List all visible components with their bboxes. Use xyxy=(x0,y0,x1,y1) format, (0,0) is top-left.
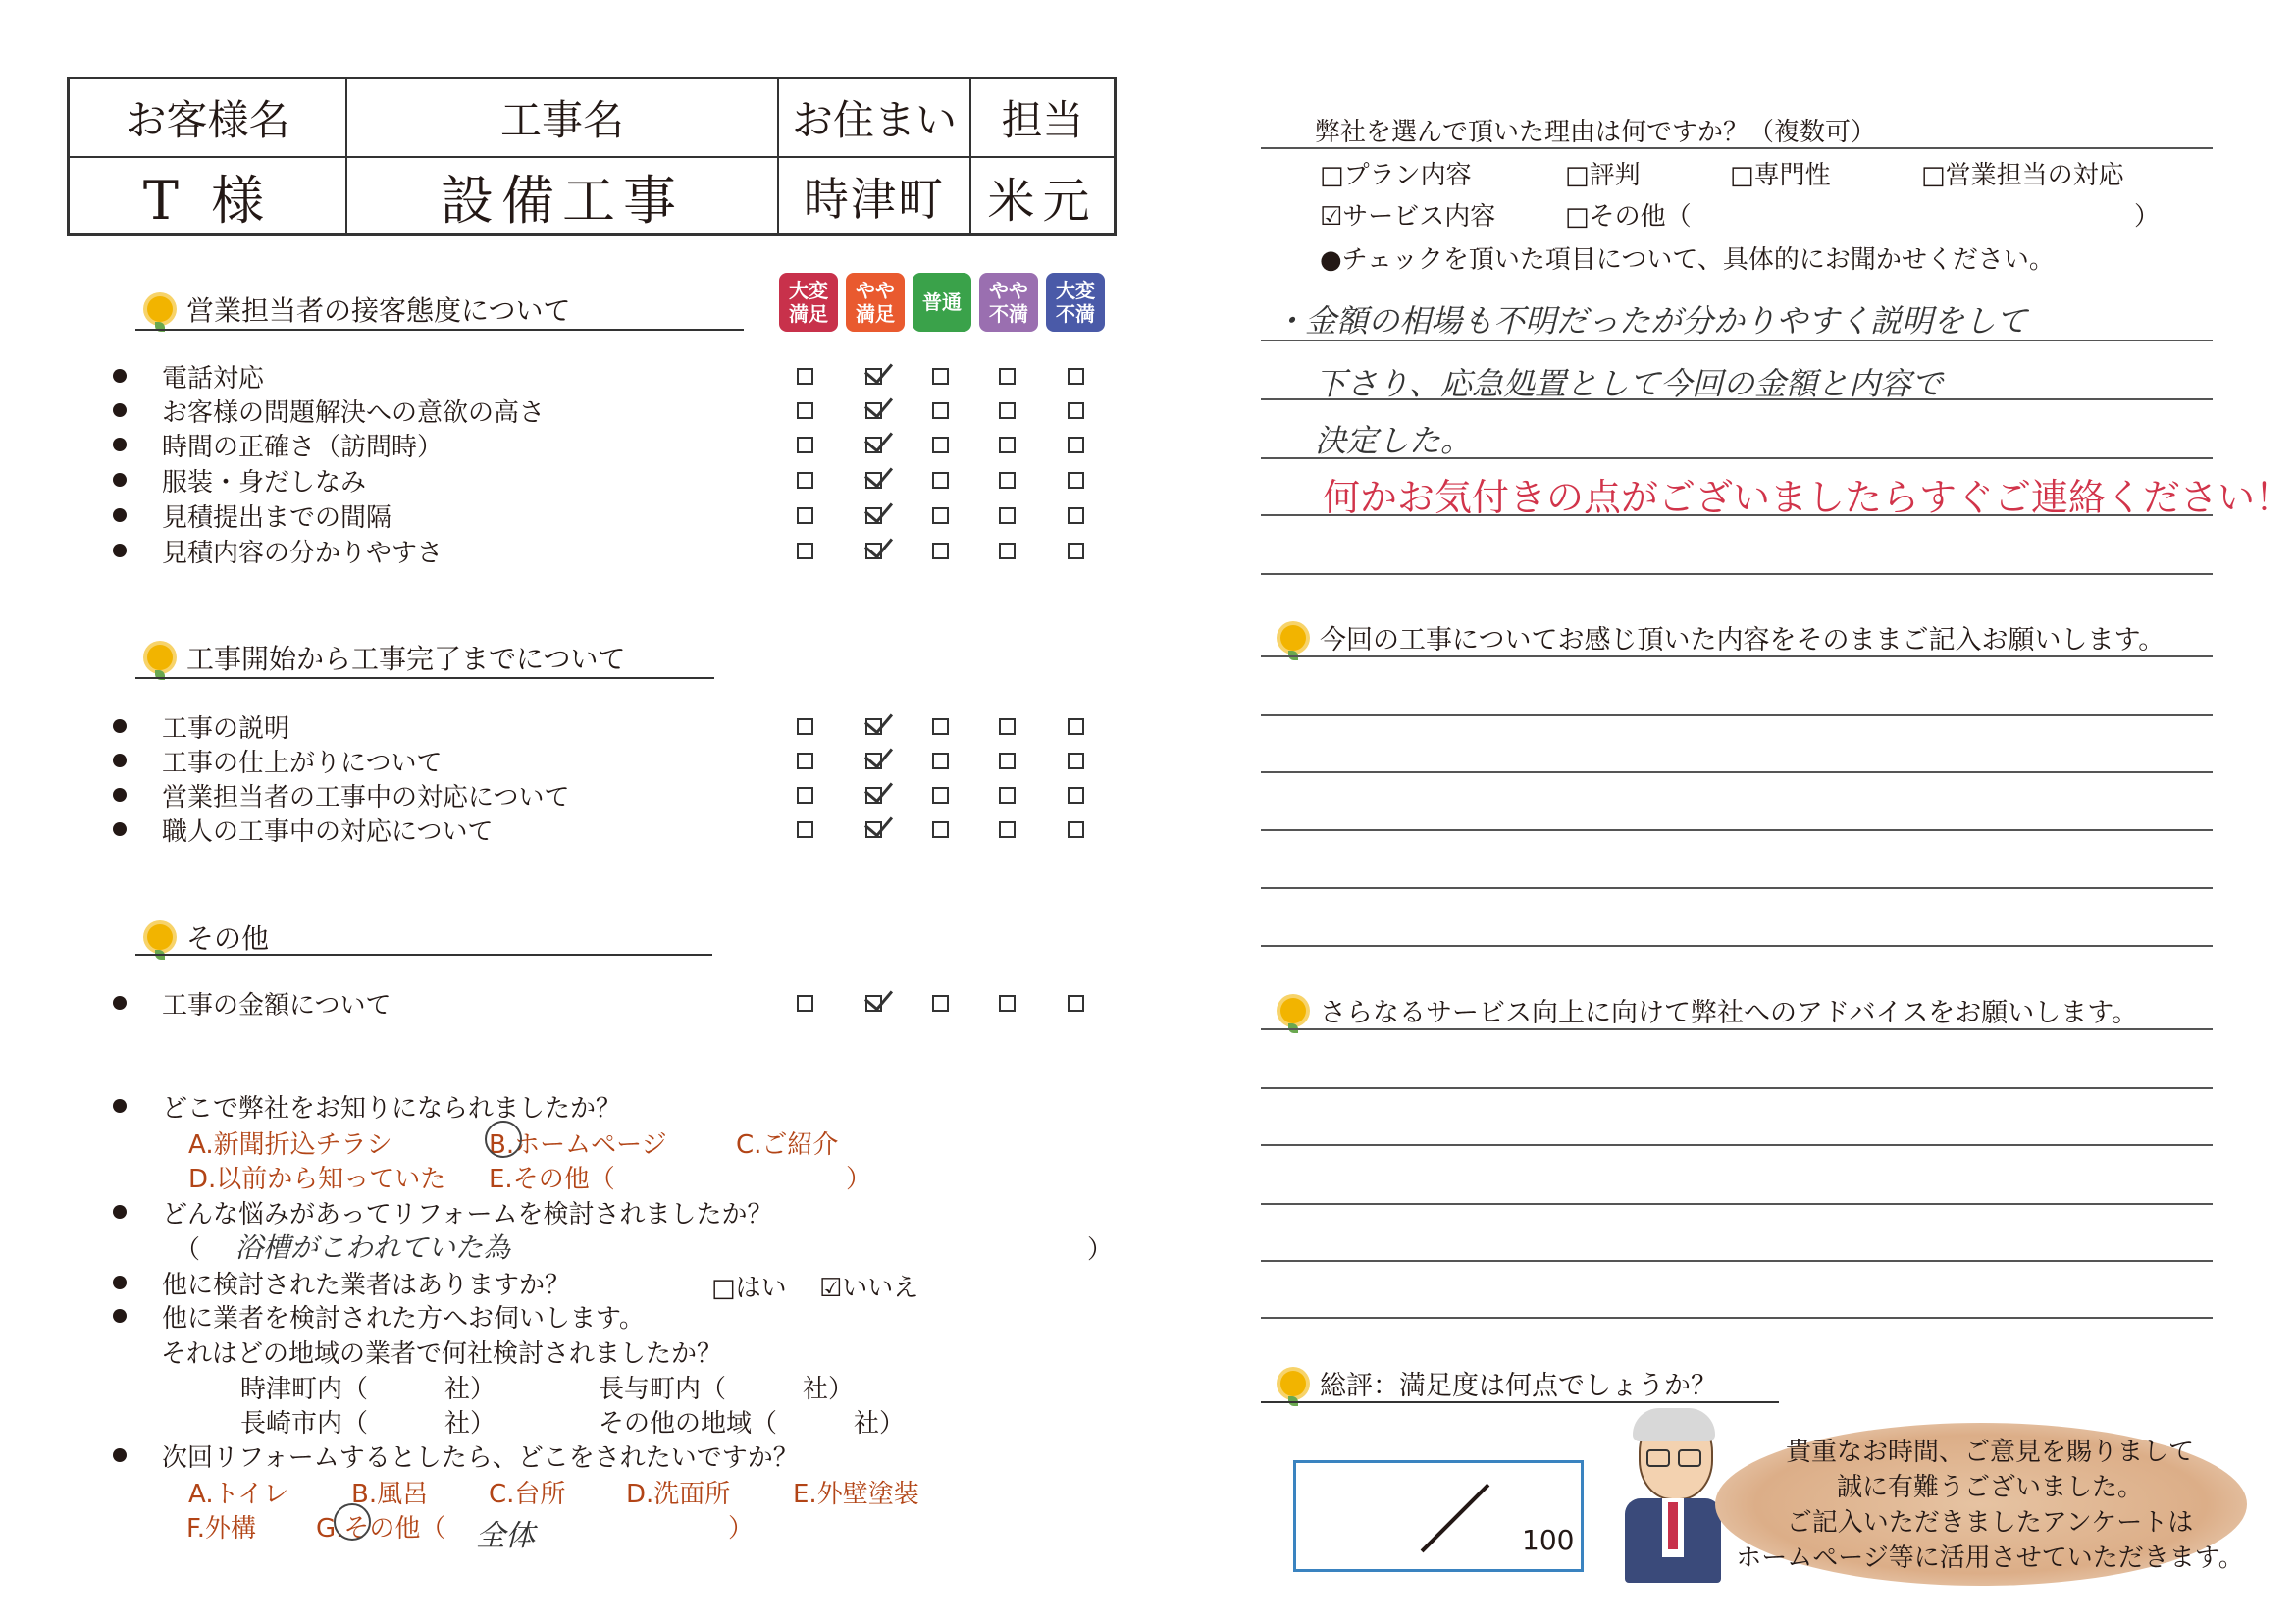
handwritten-line-1: ・金額の相場も不明だったが分かりやすく説明をして xyxy=(1274,302,2028,340)
next-exterior-paint: E.外壁塗装 xyxy=(793,1480,919,1509)
rating-checkbox[interactable] xyxy=(999,821,1016,838)
rating-checkbox[interactable] xyxy=(932,472,949,489)
concern-open-paren: （ xyxy=(175,1235,201,1265)
rating-checkbox[interactable] xyxy=(1068,787,1084,804)
survey-item-label: 職人の工事中の対応について xyxy=(162,816,494,847)
opt-homepage: B.ホームページ xyxy=(489,1130,667,1160)
header-work-name: 工事名 xyxy=(347,79,779,156)
rating-checkbox[interactable] xyxy=(932,821,949,838)
header-staff: 担当 xyxy=(1001,96,1084,144)
flower-icon xyxy=(147,924,173,950)
answer-line xyxy=(1261,714,2213,716)
answer-line xyxy=(1261,829,2213,831)
question-other-vendors: 他に検討された業者はありますか？ xyxy=(113,1266,570,1299)
section-underline xyxy=(135,677,714,679)
answer-line xyxy=(1261,573,2213,575)
flower-icon xyxy=(147,645,173,670)
section-underline xyxy=(135,329,744,331)
work-name-value: 設備工事 xyxy=(347,158,779,235)
section-underline xyxy=(135,954,712,956)
rating-checkbox[interactable] xyxy=(797,437,813,453)
survey-item-label: 工事の仕上がりについて xyxy=(162,748,443,778)
header-residence: お住まい xyxy=(779,79,971,156)
answer-line xyxy=(1261,771,2213,773)
rating-checkbox[interactable] xyxy=(1068,821,1084,838)
answer-line xyxy=(1261,1144,2213,1146)
survey-item-row xyxy=(113,812,493,846)
rating-checkbox[interactable] xyxy=(797,821,813,838)
rating-checkbox[interactable] xyxy=(999,507,1016,524)
reason-title: 弊社を選んで頂いた理由は何ですか？（複数可） xyxy=(1315,118,1877,147)
score-slash xyxy=(1421,1484,1490,1553)
handwritten-line-2: 下さり、応急処置として今回の金額と内容で xyxy=(1315,365,1944,402)
rating-checkbox[interactable] xyxy=(999,402,1016,419)
detail-prompt: ●チェックを頂いた項目について、具体的にお聞かせください。 xyxy=(1320,245,2055,275)
rating-checkbox[interactable] xyxy=(999,437,1016,453)
rating-checkbox[interactable] xyxy=(932,402,949,419)
rating-checkbox[interactable] xyxy=(1068,995,1084,1012)
score-denominator: 100 xyxy=(1522,1524,1575,1556)
region-nagayo: 長与町内（ 社） xyxy=(599,1375,855,1404)
next-bath: B.風呂 xyxy=(351,1480,429,1509)
answer-line xyxy=(1261,340,2213,341)
rating-checkbox[interactable] xyxy=(797,753,813,769)
bullet xyxy=(113,544,127,557)
rating-checkbox[interactable] xyxy=(999,368,1016,385)
survey-item-label: 服装・身だしなみ xyxy=(162,467,367,497)
residence-value: 時津町 xyxy=(779,158,971,235)
handwritten-line-3: 決定した。 xyxy=(1315,422,1473,459)
region-nagasaki: 長崎市内（ 社） xyxy=(240,1409,496,1439)
bullet xyxy=(113,1309,127,1323)
rating-checkbox[interactable] xyxy=(932,718,949,735)
reason-plan: □プラン内容 xyxy=(1320,161,1472,190)
survey-item-row xyxy=(113,709,289,743)
next-exterior: F.外構 xyxy=(186,1514,257,1544)
rating-very-satisfied: 大変 満足 xyxy=(779,273,838,332)
survey-item-label: 見積提出までの間隔 xyxy=(162,502,392,533)
reason-other: □その他（ xyxy=(1565,202,1692,232)
rating-checkbox[interactable] xyxy=(932,368,949,385)
region-other: その他の地域（ 社） xyxy=(599,1409,906,1439)
rating-checkbox[interactable] xyxy=(797,507,813,524)
opt-known-before: D.以前から知っていた xyxy=(188,1165,446,1194)
next-other-close: ） xyxy=(728,1514,755,1544)
region-togitsu: 時津町内（ 社） xyxy=(240,1375,496,1404)
rating-checkbox[interactable] xyxy=(797,402,813,419)
reason-underline xyxy=(1261,147,2213,149)
bullet xyxy=(113,508,127,522)
section-underline xyxy=(1261,1401,1779,1403)
survey-item-label: 営業担当者の工事中の対応について xyxy=(162,782,570,812)
survey-item-row xyxy=(113,498,391,532)
bullet xyxy=(113,822,127,836)
next-other: G.その他（ xyxy=(316,1514,446,1544)
section-title-sales: 営業担当者の接客態度について xyxy=(147,289,570,329)
answer-line xyxy=(1261,457,2213,459)
bullet xyxy=(113,754,127,767)
rating-checkbox[interactable] xyxy=(932,787,949,804)
rating-very-dissatisfied: 大変 不満 xyxy=(1046,273,1105,332)
question-next-reform: 次回リフォームするとしたら、どこをされたいですか？ xyxy=(113,1439,799,1472)
mascot-illustration xyxy=(1619,1408,1727,1585)
reason-sales-response: □営業担当の対応 xyxy=(1921,161,2124,190)
rating-checkbox[interactable] xyxy=(1068,437,1084,453)
header-customer-name: お客様名 xyxy=(70,79,347,156)
bullet xyxy=(113,369,127,383)
survey-item-row xyxy=(113,428,443,461)
survey-item-row xyxy=(113,393,545,427)
flower-icon xyxy=(1280,625,1306,651)
opt-other: E.その他（ xyxy=(489,1165,615,1194)
rating-checkbox[interactable] xyxy=(999,995,1016,1012)
answer-line xyxy=(1261,1260,2213,1262)
rating-checkbox[interactable] xyxy=(932,995,949,1012)
flower-icon xyxy=(1280,998,1306,1023)
answer-line xyxy=(1261,1317,2213,1319)
rating-checkbox[interactable] xyxy=(932,543,949,559)
rating-checkbox[interactable] xyxy=(999,718,1016,735)
rating-checkbox[interactable] xyxy=(1068,402,1084,419)
rating-checkbox[interactable] xyxy=(932,753,949,769)
concern-answer: 浴槽がこわれていた為 xyxy=(235,1231,511,1264)
rating-checkbox[interactable] xyxy=(999,753,1016,769)
section-title-total: 総評：満足度は何点でしょうか？ xyxy=(1280,1364,1717,1402)
rating-checkbox[interactable] xyxy=(1068,507,1084,524)
rating-checkbox[interactable] xyxy=(999,472,1016,489)
bullet xyxy=(113,1205,127,1219)
rating-checkbox[interactable] xyxy=(1068,368,1084,385)
answer-line xyxy=(1261,1203,2213,1205)
survey-item-row xyxy=(113,463,366,497)
answer-line xyxy=(1261,514,2213,516)
bullet xyxy=(113,1276,127,1289)
opt-newspaper: A.新聞折込チラシ xyxy=(188,1130,392,1160)
survey-item-row xyxy=(113,778,569,812)
survey-item-label: お客様の問題解決への意欲の高さ xyxy=(162,397,546,428)
section-underline xyxy=(1261,655,2213,657)
bullet xyxy=(113,996,127,1010)
rating-checkbox[interactable] xyxy=(797,368,813,385)
next-toilet: A.トイレ xyxy=(188,1480,289,1509)
reason-expertise: □専門性 xyxy=(1730,161,1831,190)
bullet xyxy=(113,1448,127,1462)
rating-checkbox[interactable] xyxy=(999,787,1016,804)
section-title-feelings: 今回の工事についてお感じ頂いた内容をそのままご記入お願いします。 xyxy=(1280,618,2165,656)
reason-service: ☑サービス内容 xyxy=(1320,202,1496,232)
staff-value: 米元 xyxy=(987,173,1098,229)
vendor-region-question: それはどの地域の業者で何社検討されましたか？ xyxy=(161,1339,723,1369)
survey-item-label: 見積内容の分かりやすさ xyxy=(162,538,444,568)
section-title-other: その他 xyxy=(147,917,269,957)
question-how-found: どこで弊社をお知りになられましたか？ xyxy=(113,1089,621,1123)
survey-item-row xyxy=(113,986,391,1020)
answer-line xyxy=(1261,398,2213,400)
flower-icon xyxy=(1280,1371,1306,1396)
circle-mark-other xyxy=(334,1503,371,1541)
reason-reputation: □評判 xyxy=(1565,161,1641,190)
answer-line xyxy=(1261,1087,2213,1089)
concern-close-paren: ） xyxy=(1087,1235,1114,1265)
rating-checkbox[interactable] xyxy=(797,472,813,489)
bullet xyxy=(113,403,127,417)
question-vendor-followup: 他に業者を検討された方へお伺いします。 xyxy=(113,1299,645,1333)
next-kitchen: C.台所 xyxy=(489,1480,566,1509)
rating-checkbox[interactable] xyxy=(932,437,949,453)
survey-item-label: 工事の金額について xyxy=(162,990,391,1021)
customer-name-value: T 様 xyxy=(70,158,347,235)
rating-checkbox[interactable] xyxy=(999,543,1016,559)
survey-item-row xyxy=(113,534,443,567)
customer-info-table xyxy=(67,77,1117,236)
next-washroom: D.洗面所 xyxy=(626,1480,731,1509)
red-reply: 何かお気付きの点がございましたらすぐご連絡ください！ xyxy=(1323,476,2293,519)
section-title-advice: さらなるサービス向上に向けて弊社へのアドバイスをお願いします。 xyxy=(1280,991,2138,1029)
rating-checkbox[interactable] xyxy=(932,507,949,524)
vendors-yes: □はい xyxy=(711,1274,787,1303)
survey-item-row xyxy=(113,359,264,393)
rating-dissatisfied: やや 不満 xyxy=(979,273,1038,332)
opt-referral: C.ご紹介 xyxy=(736,1130,839,1160)
rating-checkbox[interactable] xyxy=(1068,472,1084,489)
rating-checkbox[interactable] xyxy=(797,543,813,559)
answer-line xyxy=(1261,887,2213,889)
section-underline xyxy=(1261,1028,2213,1030)
bullet xyxy=(113,719,127,733)
reason-other-close: ） xyxy=(2134,202,2161,232)
opt-other-close: ） xyxy=(846,1165,872,1194)
vendors-no: ☑いいえ xyxy=(819,1274,919,1303)
question-concern: どんな悩みがあってリフォームを検討されましたか？ xyxy=(113,1195,772,1229)
rating-checkbox[interactable] xyxy=(1068,543,1084,559)
survey-item-label: 時間の正確さ（訪問時） xyxy=(162,432,444,462)
survey-item-row xyxy=(113,744,442,777)
next-other-answer: 全体 xyxy=(476,1519,535,1553)
rating-neutral: 普通 xyxy=(913,273,971,332)
rating-checkbox[interactable] xyxy=(1068,753,1084,769)
survey-item-label: 工事の説明 xyxy=(162,713,290,744)
bullet xyxy=(113,1099,127,1113)
bullet xyxy=(113,473,127,487)
thanks-message: 貴重なお時間、ご意見を賜りまして 誠に有難うございました。 ご記入いただきましたアンケートは ホームページ等に活用させていただきます。 xyxy=(1736,1438,2244,1573)
rating-satisfied: やや 満足 xyxy=(846,273,905,332)
rating-checkbox[interactable] xyxy=(1068,718,1084,735)
bullet xyxy=(113,788,127,802)
rating-checkbox[interactable] xyxy=(797,787,813,804)
answer-line xyxy=(1261,945,2213,947)
circle-mark-homepage xyxy=(485,1121,522,1158)
section-title-construction: 工事開始から工事完了までについて xyxy=(147,638,625,677)
flower-icon xyxy=(147,296,173,322)
score-box xyxy=(1293,1460,1584,1572)
rating-checkbox[interactable] xyxy=(797,718,813,735)
survey-item-label: 電話対応 xyxy=(162,363,265,393)
rating-checkbox[interactable] xyxy=(797,995,813,1012)
bullet xyxy=(113,438,127,451)
